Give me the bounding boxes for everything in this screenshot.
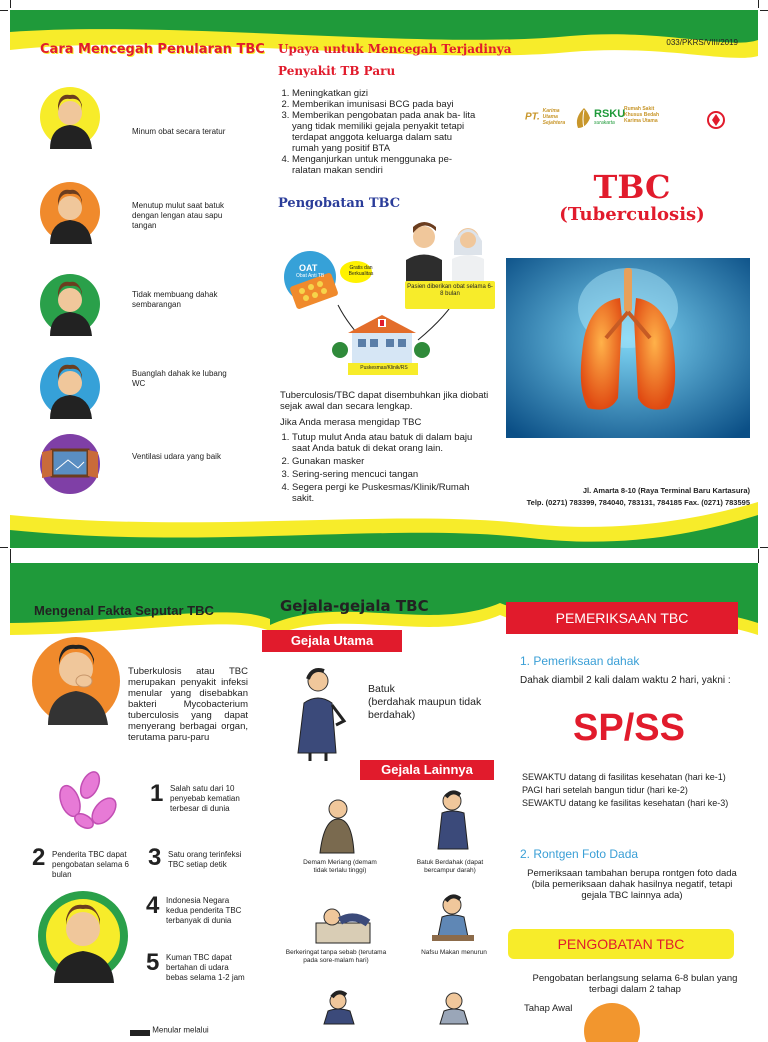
initial-phase-label: Tahap Awal	[524, 1003, 573, 1014]
schedule-line: SEWAKTU datang ke fasilitas kesehatan (hari ke-3)	[522, 798, 729, 808]
prevention-title: Cara Mencegah Penularan TBC	[40, 42, 265, 57]
symptom-bloody-cough-label: Batuk Berdahak (dapat bercampur darah)	[416, 859, 484, 874]
prevention-item-text: Buanglah dahak ke lubang WC	[132, 369, 227, 388]
man-at-toilet-icon	[38, 355, 102, 419]
list-item: 4. Menganjurkan untuk menggunaka pe- ralatan makan sendiri	[292, 154, 480, 176]
tb-definition: Tuberkulosis atau TBC merupakan penyakit infeksi menular yang disebabkan bakteri Mycobacterium tuberculosis yang dapat menyerang berbagai organ, terutama paru-paru	[128, 666, 248, 743]
pt-logo-prefix: PT.	[525, 111, 540, 123]
symptom-person-sketch	[316, 989, 360, 1024]
fact-text: Indonesia Negara kedua penderita TBC terbanyak di dunia	[166, 896, 242, 925]
fact-number: 2	[32, 844, 46, 871]
fact-number: 5	[146, 949, 160, 976]
action-list	[280, 432, 492, 504]
cover-title: TBC	[593, 168, 671, 206]
pt-logo-name: Karima Utama Sejahtera	[542, 108, 566, 126]
rsku-logo-subtitle: Rumah Sakit Khusus Bedah Karima Utama	[624, 106, 660, 124]
patient-label: Pasien diberikan obat selama 6-8 bulan	[407, 284, 493, 297]
prevention-item-text: Minum obat secara teratur	[132, 127, 226, 136]
low-appetite-person-sketch	[430, 893, 476, 945]
trim-mark	[758, 555, 759, 563]
fact-number: 1	[150, 780, 164, 807]
prevention-item-text: Menutup mulut saat batuk dengan lengan atau sapu tangan	[132, 201, 225, 230]
sputum-exam-heading: 1. Pemeriksaan dahak	[520, 654, 640, 668]
fact-number: 4	[146, 892, 160, 919]
list-item: 4. Segera pergi ke Puskesmas/Klinik/Rumah sakit.	[292, 482, 492, 504]
man-taking-medicine-icon	[38, 85, 102, 149]
trim-mark	[760, 10, 768, 11]
cough-label: Batuk	[368, 683, 395, 695]
sputum-exam-text: Dahak diambil 2 kali dalam waktu 2 hari, yakni :	[520, 675, 731, 686]
fact-text: Salah satu dari 10 penyebab kematian terbesar di dunia	[170, 784, 240, 813]
prevention-item-text: Ventilasi udara yang baik	[132, 452, 221, 461]
spss-heading: SP/SS	[573, 707, 685, 749]
examination-banner: PEMERIKSAAN TBC	[506, 602, 738, 634]
address-line: Jl. Amarta 8-10 (Raya Terminal Baru Kartasura)	[582, 486, 750, 495]
man-spitting-illustration	[36, 889, 130, 983]
symptom-fever-label: Demam Meriang (demam tidak terlalu tinggi)	[303, 859, 377, 874]
coughing-person-sketch	[288, 663, 358, 763]
cover-subtitle: (Tuberculosis)	[559, 204, 705, 225]
effort-title-line2: Penyakit TB Paru	[278, 64, 396, 78]
fact-6-text: Menular melalui	[152, 1025, 209, 1035]
coughing-man-illustration	[28, 633, 128, 725]
oat-sub-label: Obat Anti TB	[296, 273, 325, 279]
fact-text: Satu orang terinfeksi TBC setiap detik	[168, 850, 242, 869]
list-item: 3. Memberikan pengobatan pada anak ba- lita yang tidak memiliki gejala penyakit tetapi terdapat anggota keluarga dalam satu rumah yang positif BTA	[292, 110, 480, 154]
trim-mark	[758, 0, 759, 8]
xray-text: Pemeriksaan tambahan berupa rontgen foto dada (bila pemeriksaan dahak hasilnya negatif, tetapi gejala TBC lainnya ada)	[527, 868, 737, 901]
trim-mark	[0, 10, 8, 11]
effort-list	[280, 88, 480, 176]
symptom-appetite-label: Nafsu Makan menurun	[421, 949, 487, 956]
window-ventilation-icon	[38, 432, 102, 496]
oat-label: OAT	[299, 263, 318, 273]
bacteria-illustration	[40, 763, 134, 835]
treatment-title: Pengobatan TBC	[278, 196, 401, 211]
trim-mark	[760, 547, 768, 548]
fact-number: 3	[148, 844, 162, 871]
treatment-phase-pie	[582, 1001, 642, 1024]
list-item: 2. Gunakan masker	[292, 456, 492, 467]
list-item: 1. Tutup mulut Anda atau batuk di dalam baju saat Anda batuk di dekat orang lain.	[292, 432, 492, 454]
fever-person-sketch	[316, 795, 358, 855]
fact-text: Penderita TBC dapat pengobatan selama 6 bulan	[52, 850, 129, 879]
leaflet-outside-sheet	[10, 10, 758, 548]
main-symptom-banner: Gejala Utama	[262, 630, 402, 652]
facts-title: Mengenal Fakta Seputar TBC	[34, 603, 214, 618]
rsku-leaf-logo-icon	[572, 106, 596, 132]
trim-mark	[0, 547, 8, 548]
fact-text: Kuman TBC dapat bertahan di udara bebas selama 1-2 jam	[166, 953, 245, 982]
symptom-sweating-label: Berkeringat tanpa sebab (terutama pada sore-malam hari)	[285, 949, 387, 964]
treatment-duration-text: Pengobatan berlangsung selama 6-8 bulan yang terbagi dalam 2 tahap	[532, 973, 738, 995]
cough-blood-person-sketch	[430, 789, 474, 853]
clinic-label: Puskesmas/Klinik/RS	[360, 365, 408, 371]
lungs-anatomy-image	[506, 258, 750, 438]
cough-sublabel: (berdahak maupun tidak berdahak)	[368, 696, 482, 721]
action-list-container	[280, 432, 492, 506]
other-symptoms-banner: Gejala Lainnya	[360, 760, 494, 780]
xray-heading: 2. Rontgen Foto Dada	[520, 847, 639, 861]
document-code: 033/PKRS/VIII/2019	[666, 38, 738, 47]
gratis-label: Gratis dan Berkualitas	[348, 265, 374, 277]
sweating-person-sketch	[314, 895, 372, 945]
trim-mark	[10, 0, 11, 8]
trim-mark	[10, 555, 11, 563]
treatment-banner: PENGOBATAN TBC	[508, 929, 734, 959]
if-infected-paragraph: Jika Anda merasa mengidap TBC	[280, 417, 422, 428]
man-spitting-icon	[38, 272, 102, 336]
fact-6-partial: ▬ Menular melalui	[130, 1019, 209, 1041]
phone-line: Telp. (0271) 783399, 784040, 783131, 784185 Fax. (0271) 783595	[526, 498, 750, 507]
symptom-person-sketch	[434, 989, 474, 1024]
schedule-line: PAGI hari setelah bangun tidur (hari ke-2)	[522, 785, 688, 795]
effort-list-container	[280, 88, 480, 176]
quality-seal-icon	[706, 110, 726, 130]
cure-paragraph: Tuberculosis/TBC dapat disembuhkan jika diobati sejak awal dan secara lengkap.	[280, 390, 489, 412]
list-item: 3. Sering-sering mencuci tangan	[292, 469, 492, 480]
list-item: 2. Memberikan imunisasi BCG pada bayi	[292, 99, 480, 110]
leaflet-inside-sheet	[10, 563, 758, 1041]
man-coughing-icon	[38, 180, 102, 244]
rsku-logo-city: surakarta	[594, 120, 615, 126]
symptoms-title: Gejala-gejala TBC	[280, 597, 429, 615]
effort-title-line1: Upaya untuk Mencegah Terjadinya	[278, 42, 512, 56]
prevention-item-text: Tidak membuang dahak sembarangan	[132, 290, 218, 309]
pt-logo	[525, 108, 571, 126]
list-item: 1. Meningkatkan gizi	[292, 88, 480, 99]
schedule-line: SEWAKTU datang di fasilitas kesehatan (hari ke-1)	[522, 772, 726, 782]
rsku-logo-text: RSKU	[594, 108, 626, 120]
